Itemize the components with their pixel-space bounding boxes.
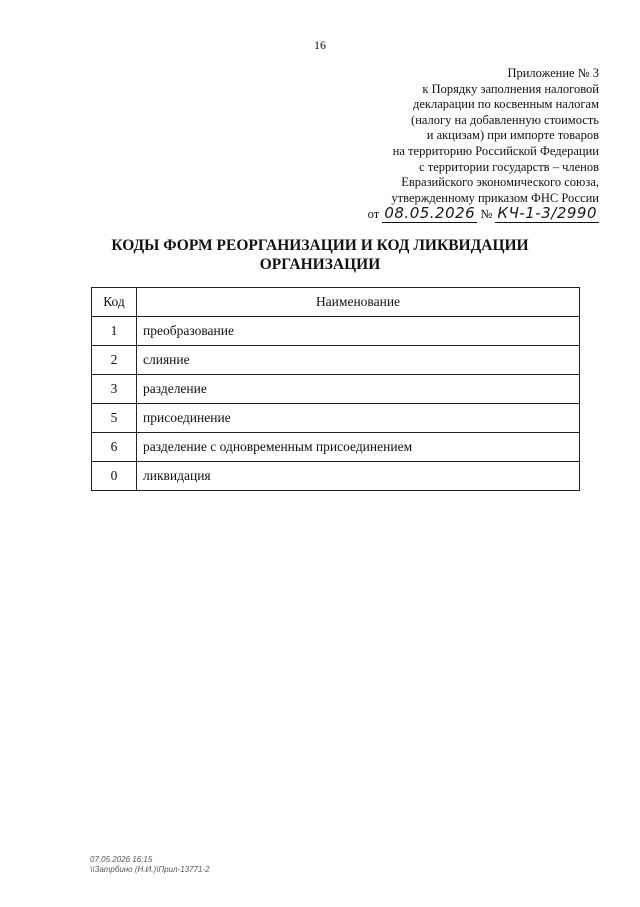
footer-stamp <box>90 855 210 875</box>
footer-file-path: \\Затрбино (Н.И.)\Прил-13771-2 <box>90 865 210 874</box>
header-name: Наименование <box>137 288 580 317</box>
row-name: слияние <box>137 346 580 375</box>
header-code: Код <box>92 288 137 317</box>
appendix-line: Евразийского экономического союза, <box>401 175 599 190</box>
title-line-2: ОРГАНИЗАЦИИ <box>259 256 381 273</box>
table-header-row <box>92 288 580 317</box>
table-row <box>92 346 580 375</box>
row-code: 0 <box>92 462 137 491</box>
order-date-number-line <box>299 206 599 223</box>
order-date: 08.05.2026 <box>384 204 476 223</box>
row-code: 5 <box>92 404 137 433</box>
row-name: разделение с одновременным присоединением <box>137 433 580 462</box>
appendix-line: декларации по косвенным налогам <box>413 97 599 112</box>
table-row <box>92 317 580 346</box>
page-number: 16 <box>314 38 326 52</box>
row-name: присоединение <box>137 404 580 433</box>
document-title <box>0 236 640 274</box>
appendix-line: и акцизам) при импорте товаров <box>426 128 599 143</box>
number-prefix: № <box>480 207 493 222</box>
date-prefix: от <box>367 207 380 222</box>
appendix-line: Приложение № 3 <box>507 66 599 80</box>
row-name: разделение <box>137 375 580 404</box>
order-number: КЧ-1-3/2990 <box>497 204 597 223</box>
title-line-1: КОДЫ ФОРМ РЕОРГАНИЗАЦИИ И КОД ЛИКВИДАЦИИ <box>111 237 529 254</box>
appendix-line: с территории государств – членов <box>419 159 599 174</box>
table-row <box>92 375 580 404</box>
row-name: ликвидация <box>137 462 580 491</box>
appendix-line: на территорию Российской Федерации <box>392 143 599 158</box>
footer-timestamp: 07.05.2026 16:15 <box>90 855 153 864</box>
appendix-line: (налогу на добавленную стоимость <box>411 112 599 127</box>
table-row <box>92 433 580 462</box>
appendix-line: к Порядку заполнения налоговой <box>422 81 599 96</box>
row-name: преобразование <box>137 317 580 346</box>
row-code: 2 <box>92 346 137 375</box>
table-row <box>92 462 580 491</box>
row-code: 1 <box>92 317 137 346</box>
row-code: 3 <box>92 375 137 404</box>
table-row <box>92 404 580 433</box>
appendix-block <box>299 66 599 223</box>
codes-table <box>91 287 580 491</box>
appendix-line: утвержденному приказом ФНС России <box>391 190 599 205</box>
row-code: 6 <box>92 433 137 462</box>
